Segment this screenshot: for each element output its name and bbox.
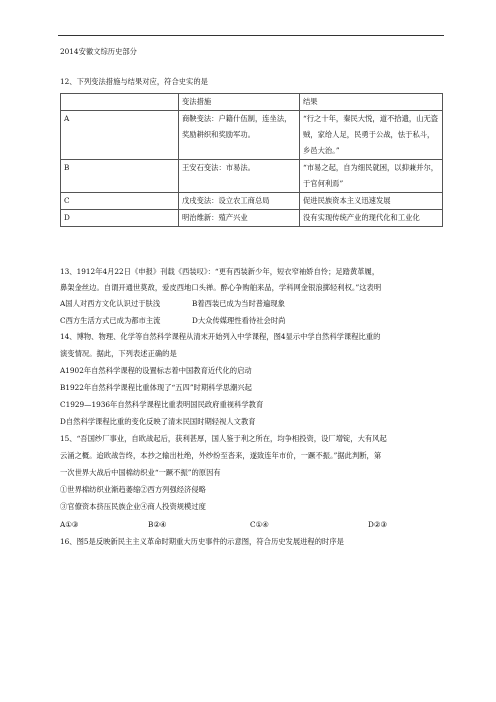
row-measure: 明治维新：殖产兴业 xyxy=(179,210,300,227)
row-measure: 王安石变法：市易法。 xyxy=(179,160,300,193)
q14-stem-line-2: 演变情况。据此，下列表述正确的是 xyxy=(60,349,177,358)
table-header-row xyxy=(61,94,443,111)
q15-stem-line-1: 15、“吾国纱厂事业，自欧战起后，获利甚厚，国人鉴于利之所在，均争相投资，设厂增锭，大有风起 xyxy=(60,434,387,443)
table-row xyxy=(61,193,443,210)
table-row xyxy=(61,111,443,160)
table-row xyxy=(61,160,443,193)
q14-option-a: A1902年自然科学课程的设置标志着中国教育近代化的启动 xyxy=(60,366,252,375)
table-header-measure: 变法措施 xyxy=(179,94,300,111)
q15-choice-b: B②④ xyxy=(148,520,167,529)
row-label: C xyxy=(61,193,179,210)
q13-stem-line-2: 鼻架金丝边。自谓开通世莫敌，爱皮西地口头禅。醉心争购舶来品，学科网金银浪掷轻利权。”这表明 xyxy=(60,283,382,292)
row-result: 没有实现传统产业的现代化和工业化 xyxy=(300,210,443,227)
row-measure: 戊戌变法：设立农工商总局 xyxy=(179,193,300,210)
q14-option-c: C1929—1936年自然科学课程比重表明国民政府重视科学教育 xyxy=(60,400,264,409)
row-label: D xyxy=(61,210,179,227)
q15-choice-a: A①③ xyxy=(60,520,79,529)
q15-item-2: ③官僚资本挤压民族企业④商人投资规模过度 xyxy=(60,502,206,511)
q16-stem: 16、图5是反映新民主主义革命时期重大历史事件的示意图，符合历史发展进程的时序是 xyxy=(60,537,344,546)
table-header-label xyxy=(61,94,179,111)
table-header-result: 结果 xyxy=(300,94,443,111)
q15-stem-line-3: 一次世界大战后中国棉纺织业“一蹶不振”的原因有 xyxy=(60,468,221,477)
q14-option-b: B1922年自然科学课程比重体现了“五四”时期科学思潮兴起 xyxy=(60,383,252,392)
row-label: A xyxy=(61,111,179,160)
q14-stem-line-1: 14、博物、物理、化学等自然科学课程从清末开始列入中学课程，图4显示中学自然科学课程比重的 xyxy=(60,332,381,341)
q13-stem-line-1: 13、1912年4月22日《申报》刊载《西装叹》：“更有西装新少年，短衣窄袖娇自怜；足踏黄革履， xyxy=(60,267,380,276)
q15-stem-line-2: 云涌之概。迨欧战告终，本抄之输出杜绝，外纱纷至沓来，遂致连年市价，一蹶不振。”据此判断，第 xyxy=(60,451,382,460)
q15-item-1: ①世界棉纺织业渐趋萎缩②西方列强经济侵略 xyxy=(60,485,206,494)
document-title: 2014安徽文综历史部分 xyxy=(60,47,137,56)
q15-choice-d: D②③ xyxy=(368,520,387,529)
row-result: “市易之起，自为细民就困，以抑兼并尔，于官何利焉” xyxy=(300,160,443,193)
q12-stem: 12、下列变法措施与结果对应，符合史实的是 xyxy=(60,77,208,86)
row-measure: 商鞅变法：户籍什伍制，连坐法，奖励耕织和奖励军功。 xyxy=(179,111,300,160)
q13-option-d: D大众传媒理性看待社会时尚 xyxy=(192,316,286,325)
row-result: “行之十年，秦民大悦，道不拾遗，山无盗贼，家给人足，民勇于公战，怯于私斗，乡邑大治。” xyxy=(300,111,443,160)
reform-table xyxy=(60,93,443,227)
q14-option-d: D自然科学课程比重的变化反映了清末民国时期轻视人文教育 xyxy=(60,417,256,426)
table-row xyxy=(61,210,443,227)
q15-choice-c: C①④ xyxy=(250,520,269,529)
q13-option-c: C西方生活方式已成为都市主流 xyxy=(60,316,161,325)
q13-option-a: A国人对西方文化认识过于肤浅 xyxy=(60,299,161,308)
row-result: 促进民族资本主义迅速发展 xyxy=(300,193,443,210)
q13-option-b: B着西装已成为当时普遍现象 xyxy=(192,299,285,308)
row-label: B xyxy=(61,160,179,193)
header-rule xyxy=(58,35,444,36)
